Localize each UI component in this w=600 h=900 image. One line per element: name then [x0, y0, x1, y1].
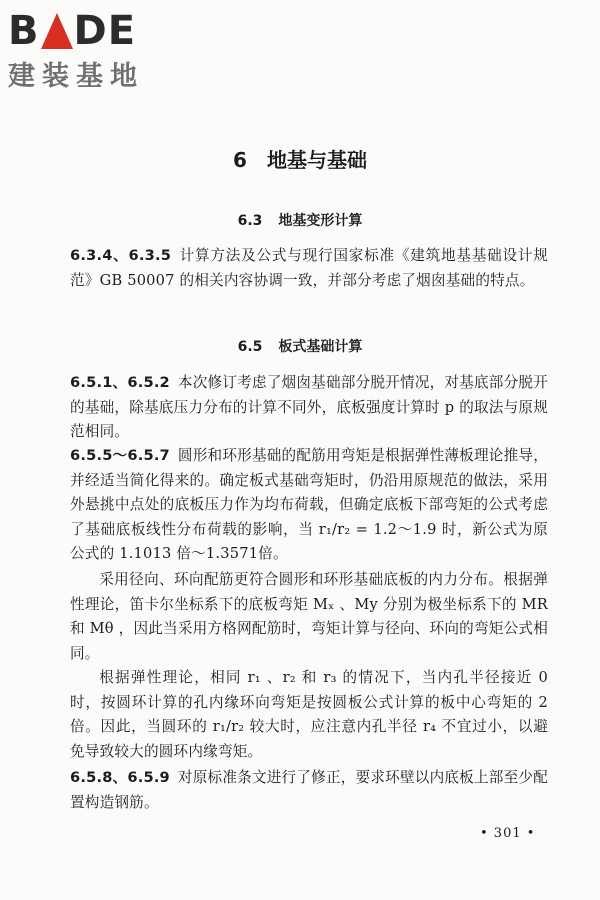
paragraph-polar-moments [70, 568, 548, 666]
section-title: 板式基础计算 [278, 339, 363, 355]
clause-number: 6.5.1、6.5.2 [70, 374, 170, 391]
logo-chinese-text: 建装基地 [8, 61, 144, 92]
clause-number: 6.5.5～6.5.7 [70, 447, 170, 464]
section-title: 地基变形计算 [278, 213, 363, 229]
section-heading-6-3 [0, 210, 600, 230]
logo-wordmark: B DE [8, 8, 137, 54]
paragraph-text: 计算方法及公式与现行国家标准《建筑地基基础设计规范》GB 50007 的相关内容协调一致，并部分考虑了烟囱基础的特点。 [70, 247, 548, 289]
paragraph-text: 对原标准条文进行了修正，要求环壁以内底板上部至少配置构造钢筋。 [70, 769, 548, 811]
paragraph-text: 圆形和环形基础的配筋用弯矩是根据弹性薄板理论推导，并经适当简化得来的。确定板式基础弯矩时，仍沿用原规范的做法，采用外悬挑中点处的底板压力作为均布荷载，但确定底板下部弯矩的公式考虑了基础底板线性分布荷载的影响，当 r₁/r₂ = 1.2～1.9 时，新公式为原公式的 1.1013 倍～1.3571倍。 [70, 447, 548, 562]
paragraph-text: 根据弹性理论，相同 r₁ 、r₂ 和 r₃ 的情况下，当内孔半径接近 0 时，按圆环计算的孔内缘环向弯矩是按圆板公式计算的板中心弯矩的 2 倍。因此，当圆环的 r₁/r₂ 较大时，应注意内孔半径 r₄ 不宜过小，以避免导致较大的圆环内缘弯矩。 [70, 669, 548, 760]
paragraph-text: 本次修订考虑了烟囱基础部分脱开情况，对基底部分脱开的基础，除基底压力分布的计算不同外，底板强度计算时 p 的取法与原规范相同。 [70, 374, 548, 440]
logo-triangle-icon [41, 13, 73, 49]
paragraph-6-5-8 [70, 766, 548, 815]
bade-logo [8, 6, 176, 93]
paragraph-text: 采用径向、环向配筋更符合圆形和环形基础底板的内力分布。根据弹性理论，笛卡尔坐标系下的底板弯矩 Mₓ 、My 分别为极坐标系下的 MR 和 Mθ ，因此当采用方格网配筋时，弯矩计算与径向、环向的弯矩公式相同。 [70, 571, 548, 662]
page-number: • 301 • [480, 826, 536, 841]
paragraph-6-5-1 [70, 371, 548, 445]
chapter-heading [0, 144, 600, 173]
clause-number: 6.5.8、6.5.9 [70, 769, 170, 786]
paragraph-ring-moment [70, 666, 548, 764]
paragraph-6-3-4 [70, 244, 548, 293]
chapter-title: 地基与基础 [266, 148, 367, 172]
section-number: 6.5 [237, 339, 263, 355]
clause-number: 6.3.4、6.3.5 [70, 247, 172, 264]
chapter-number: 6 [233, 148, 247, 172]
section-number: 6.3 [237, 213, 263, 229]
paragraph-6-5-5 [70, 444, 548, 567]
section-heading-6-5 [0, 336, 600, 356]
